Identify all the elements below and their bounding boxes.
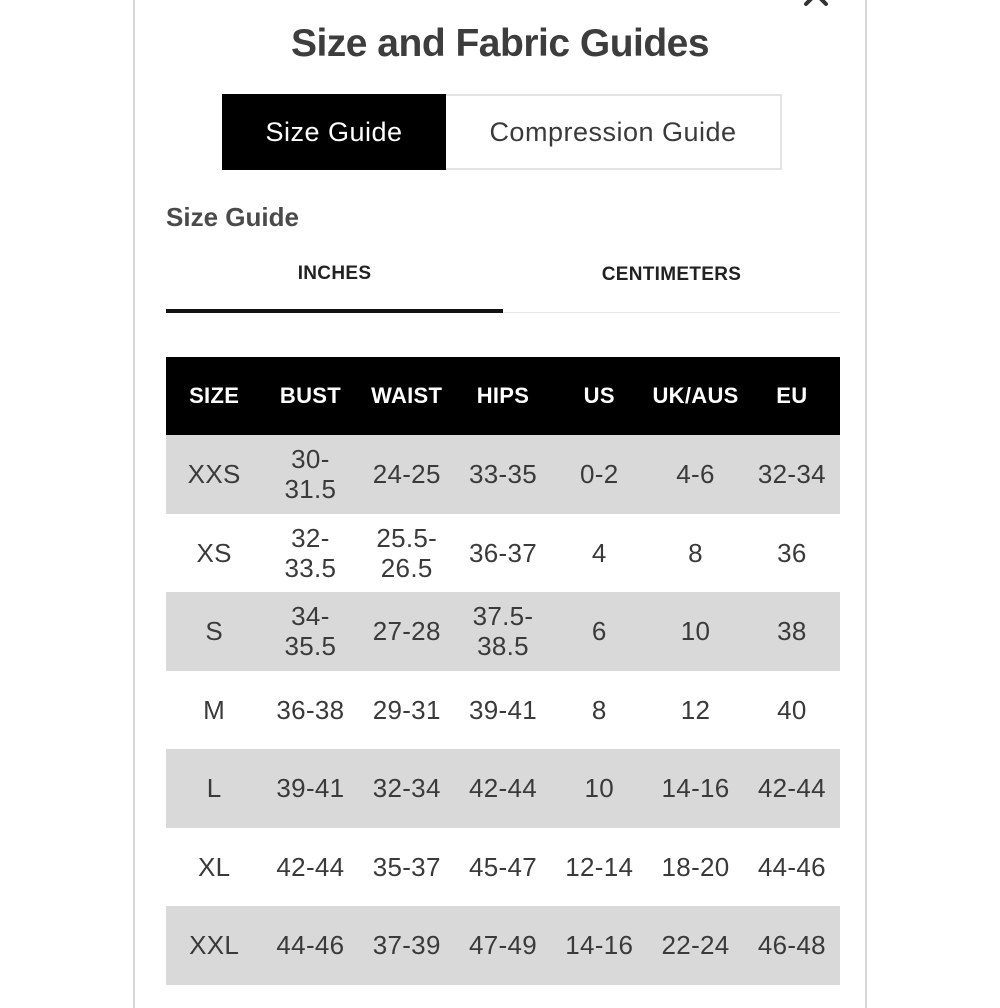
cell-waist: 35-37 [372,851,441,882]
close-icon [800,0,840,14]
cell-bust: 36-38 [276,694,345,725]
cell-hips: 45-47 [468,851,537,882]
cell-eu: 42-44 [744,749,840,828]
table-body [166,435,840,985]
tab-compression-guide[interactable]: Compression Guide [446,96,780,168]
cell-bust: 42-44 [276,851,345,882]
cell-us: 8 [591,694,607,725]
cell-us: 12-14 [565,851,634,882]
tab-centimeters[interactable]: CENTIMETERS [601,264,742,285]
cell-uk-aus: 8 [688,537,703,568]
table-row [166,906,840,985]
cell-uk-aus: 18-20 [661,851,730,882]
unit-tabs [166,248,840,313]
cell-bust: 34- 35.5 [262,592,358,671]
cell-waist: 24-25 [359,435,455,514]
cell-waist: 32-34 [359,749,455,828]
cell-bust: 32- 33.5 [284,522,337,583]
column-header-bust: BUST [262,357,358,435]
cell-hips: 37.5- 38.5 [455,592,551,671]
tab-inches[interactable]: INCHES [166,248,503,313]
cell-size: XL [197,851,231,882]
cell-hips: 42-44 [455,749,551,828]
cell-eu: 32-34 [744,435,840,514]
cell-hips: 36-37 [468,537,537,568]
cell-eu: 36 [777,537,807,568]
modal-title: Size and Fabric Guides [290,22,710,65]
cell-eu: 46-48 [744,906,840,985]
cell-size: M [203,694,226,725]
column-header-size: SIZE [166,357,262,435]
cell-eu: 40 [777,694,807,725]
cell-eu: 38 [744,592,840,671]
cell-us: 0-2 [551,435,647,514]
cell-size: XS [196,537,232,568]
cell-waist: 27-28 [359,592,455,671]
table-row [166,828,840,907]
cell-uk-aus: 14-16 [647,749,743,828]
cell-bust: 39-41 [262,749,358,828]
table-row [166,435,840,514]
cell-waist: 29-31 [372,694,441,725]
table-row [166,592,840,671]
table-row [166,671,840,750]
table-row [166,514,840,593]
cell-us: 14-16 [551,906,647,985]
cell-hips: 47-49 [455,906,551,985]
cell-size: S [166,592,262,671]
cell-hips: 33-35 [455,435,551,514]
column-header-us: US [551,357,647,435]
cell-size: XXL [166,906,262,985]
cell-us: 6 [551,592,647,671]
column-header-hips: HIPS [455,357,551,435]
size-table [166,357,840,985]
cell-size: L [166,749,262,828]
column-header-eu: EU [744,357,840,435]
tab-size-guide[interactable]: Size Guide [222,94,446,170]
column-header-uk-aus: UK/AUS [647,357,743,435]
cell-waist: 37-39 [359,906,455,985]
size-guide-modal [133,0,867,1008]
cell-uk-aus: 12 [680,694,711,725]
cell-uk-aus: 4-6 [647,435,743,514]
cell-bust: 44-46 [262,906,358,985]
cell-bust: 30- 31.5 [262,435,358,514]
cell-hips: 39-41 [468,694,537,725]
cell-us: 4 [591,537,607,568]
cell-eu: 44-46 [757,851,826,882]
cell-uk-aus: 10 [647,592,743,671]
cell-waist: 25.5- 26.5 [376,522,438,583]
table-row [166,749,840,828]
cell-us: 10 [551,749,647,828]
column-header-waist: WAIST [359,357,455,435]
guide-tabs [222,94,782,170]
close-button[interactable] [800,0,840,14]
table-header-row [166,357,840,435]
section-title: Size Guide [166,202,299,232]
cell-uk-aus: 22-24 [647,906,743,985]
cell-size: XXS [166,435,262,514]
